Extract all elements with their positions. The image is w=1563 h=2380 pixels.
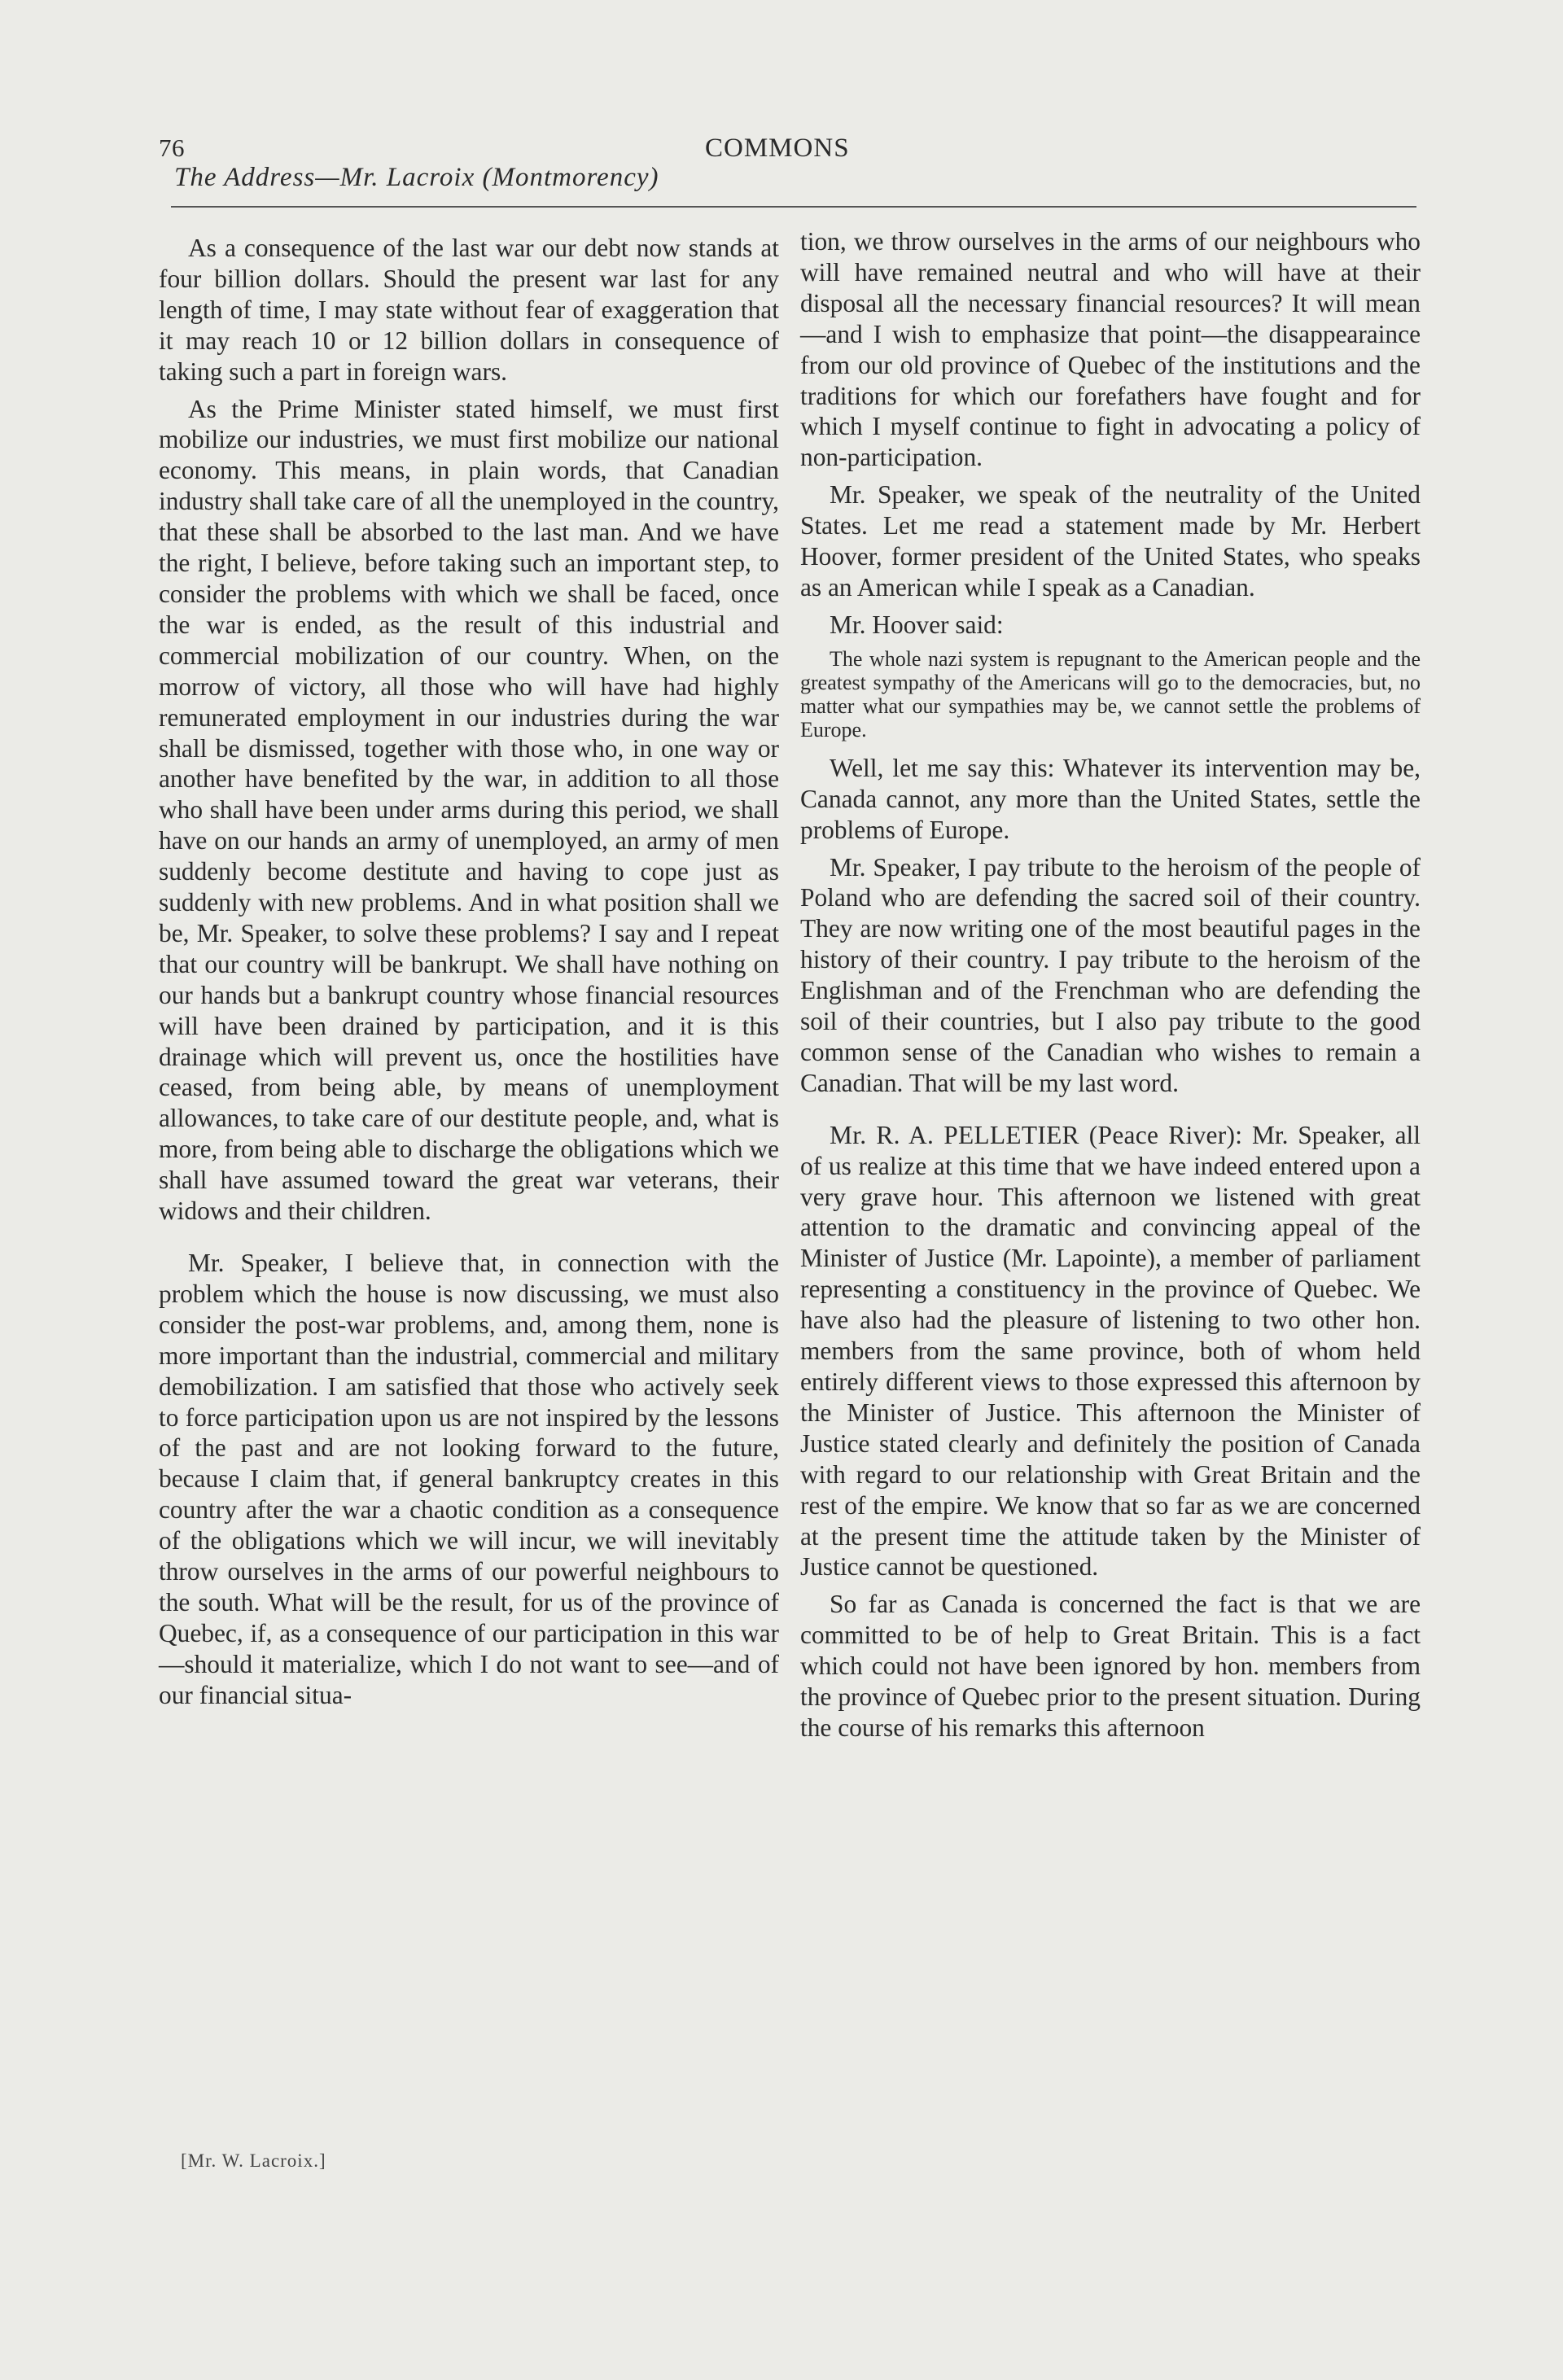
- speaker-paragraph: [800, 1120, 1421, 1583]
- page-subtitle: The Address—Mr. Lacroix (Montmorency): [174, 163, 659, 192]
- left-column: [159, 233, 779, 1717]
- paragraph: Mr. Speaker, I pay tribute to the heroism of the people of Poland who are defending the sacred soil of their country. They are now writing one of the most beautiful pages in the history of their country. I pay tribute to the heroism of the Englishman and of the Frenchman who are defending the soil of their countries, but I also pay tribute to the good common sense of the Canadian who wishes to remain a Canadian. That will be my last word.: [800, 852, 1421, 1097]
- speaker-attribution: [Mr. W. Lacroix.]: [181, 2150, 326, 2171]
- speech-text: Mr. Speaker, all of us realize at this time that we have indeed entered upon a very grave hour. This afternoon we listened with great attention to the dramatic and convincing appeal of the Minister of Justice (Mr. Lapointe), a member of parliament representing a constituency in the province of Quebec. We have also had the pleasure of listening to two other hon. members from the same province, both of whom held entirely different views to those expressed this afternoon by the Minister of Justice. This afternoon the Minister of Justice stated clearly and definitely the position of Canada with regard to our relationship with Great Britain and the rest of the empire. We know that so far as we are concerned at the present time the attitude taken by the Minister of Justice cannot be questioned.: [800, 1120, 1421, 1582]
- block-quote: The whole nazi system is repugnant to the American people and the greatest sympathy of the Americans will go to the democracies, but, no matter what our sympathies may be, we cannot settle the problems of Europe.: [800, 646, 1421, 742]
- paragraph: As a consequence of the last war our debt now stands at four billion dollars. Should the present war last for any length of time, I may state without fear of exaggeration that it may reach 10 or 12 billion dollars in consequence of taking such a part in foreign wars.: [159, 234, 779, 386]
- speaker-name: Mr. R. A. PELLETIER (Peace River):: [830, 1120, 1243, 1149]
- paragraph: tion, we throw ourselves in the arms of our neighbours who will have remained neutral and who will have at their disposal all the necessary financial resources? It will mean—and I wish to emphasize that point—the disappearaince from our old province of Quebec of the institutions and the traditions for which our forefathers have fought and for which I myself continue to fight in advocating a policy of non-participation.: [800, 227, 1421, 472]
- paragraph: Mr. Speaker, we speak of the neutrality of the United States. Let me read a statement made by Mr. Herbert Hoover, former president of the United States, who speaks as an American while I speak as a Canadian.: [800, 480, 1421, 602]
- paragraph: Mr. Hoover said:: [830, 610, 1004, 639]
- paragraph: Well, let me say this: Whatever its intervention may be, Canada cannot, any more than the United States, settle the problems of Europe.: [800, 753, 1421, 844]
- right-column: [800, 226, 1421, 1750]
- running-title: COMMONS: [705, 133, 850, 163]
- header-rule: [171, 206, 1416, 208]
- page-number: 76: [159, 133, 185, 162]
- paragraph: As the Prime Minister stated himself, we must first mobilize our industries, we must first mobilize our national economy. This means, in plain words, that Canadian industry shall take care of all the unemployed in the country, that these shall be absorbed to the last man. And we have the right, I believe, before taking such an important step, to consider the problems with which we shall be faced, once the war is ended, as the result of this industrial and commercial mobilization of our country. When, on the morrow of victory, all those who will have had highly remunerated employment in our industries during the war shall be dismissed, together with those who, in one way or another have benefited by the war, in addition to all those who shall have been under arms during this period, we shall have on our hands an army of unemployed, an army of men suddenly become destitute and having to cope just as suddenly with new problems. And in what position shall we be, Mr. Speaker, to solve these problems? I say and I repeat that our country will be bankrupt. We shall have nothing on our hands but a bankrupt country whose financial resources will have been drained by participation, and it is this drainage which will prevent us, once the hostilities have ceased, from being able, by means of unemployment allowances, to take care of our destitute people, and, what is more, from being able to discharge the obligations which we shall have assumed toward the great war veterans, their widows and their children.: [159, 394, 779, 1226]
- paragraph: Mr. Speaker, I believe that, in connection with the problem which the house is now discussing, we must also consider the post-war problems, and, among them, none is more important than the industrial, commercial and military demobilization. I am satisfied that those who actively seek to force participation upon us are not inspired by the lessons of the past and are not looking forward to the future, because I claim that, if general bankruptcy creates in this country after the war a chaotic condition as a consequence of the obligations which we will incur, we will inevitably throw ourselves in the arms of our powerful neighbours to the south. What will be the result, for us of the province of Quebec, if, as a consequence of our participation in this war—should it materialize, which I do not want to see—and of our financial situa-: [159, 1249, 779, 1709]
- paragraph: So far as Canada is concerned the fact is that we are committed to be of help to Great Britain. This is a fact which could not have been ignored by hon. members from the province of Quebec prior to the present situation. During the course of his remarks this afternoon: [800, 1590, 1421, 1742]
